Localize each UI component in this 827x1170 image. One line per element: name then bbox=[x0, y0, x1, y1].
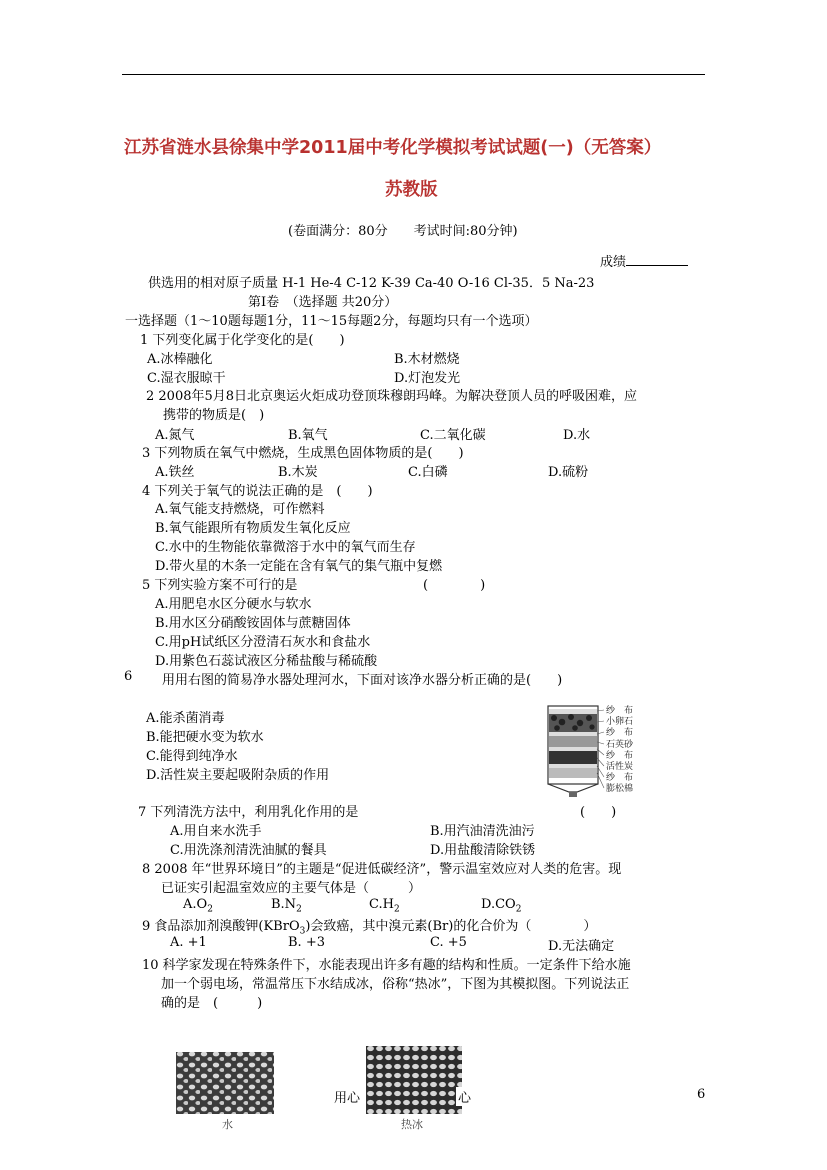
q1-option-a: A.冰棒融化 bbox=[147, 352, 213, 367]
header-rule bbox=[122, 74, 705, 75]
q9-option-b: B. +3 bbox=[288, 935, 325, 950]
purifier-label-1: 纱 布 bbox=[606, 706, 634, 716]
q10-stem-3: 确的是 ( ) bbox=[161, 996, 263, 1011]
q2-option-d: D.水 bbox=[563, 428, 591, 443]
q8-stem-2: 已证实引起温室效应的主要气体是（ ） bbox=[161, 881, 422, 896]
score-blank bbox=[626, 254, 688, 266]
score-field bbox=[600, 251, 688, 270]
q5-answer-paren: ( ) bbox=[423, 578, 486, 593]
q4-stem: 4 下列关于氧气的说法正确的是 ( ) bbox=[142, 484, 373, 499]
q8-option-b-text: B.N bbox=[271, 897, 297, 912]
q5-stem: 5 下列实验方案不可行的是 bbox=[142, 578, 298, 593]
q6-option-d: D.活性炭主要起吸附杂质的作用 bbox=[146, 768, 330, 783]
q7-option-c: C.用洗涤剂清洗油腻的餐具 bbox=[170, 843, 327, 858]
q5-option-c: C.用pH试纸区分澄清石灰水和食盐水 bbox=[155, 635, 371, 650]
score-label: 成绩 bbox=[600, 255, 627, 270]
q4-option-c: C.水中的生物能依靠微溶于水中的氧气而生存 bbox=[155, 540, 416, 555]
q7-option-d: D.用盐酸清除铁锈 bbox=[430, 843, 536, 858]
q4-option-a: A.氧气能支持燃烧，可作燃料 bbox=[155, 502, 325, 517]
q9-stem-tail: )会致癌，其中溴元素(Br)的化合价为（ ） bbox=[305, 919, 597, 934]
q7-answer-paren: ( ) bbox=[580, 805, 617, 820]
q8-option-a-text: A.O bbox=[183, 897, 208, 912]
q6-stem: 用用右图的简易净水器处理河水，下面对该净水器分析正确的是( ) bbox=[162, 673, 563, 688]
doc-subtitle: 苏教版 bbox=[385, 180, 438, 200]
q2-stem-2: 携带的物质是( ) bbox=[163, 408, 265, 423]
q9-option-c: C. +5 bbox=[430, 935, 467, 950]
q8-option-d-sub: 2 bbox=[515, 904, 522, 915]
q8-option-c-text: C.H bbox=[369, 897, 394, 912]
purifier-label-7: 纱 布 bbox=[606, 773, 634, 783]
purifier-label-8: 膨松棉 bbox=[606, 784, 634, 794]
q4-option-b: B.氧气能跟所有物质发生氧化反应 bbox=[155, 521, 351, 536]
q3-option-a: A.铁丝 bbox=[155, 465, 195, 480]
q8-option-b bbox=[271, 897, 302, 915]
purifier-label-5: 纱 布 bbox=[606, 751, 634, 761]
q8-option-b-sub: 2 bbox=[296, 904, 302, 915]
purifier-label-6: 活性炭 bbox=[606, 762, 634, 772]
q5-option-b: B.用水区分硝酸铵固体与蔗糖固体 bbox=[155, 616, 351, 631]
q10-stem-1: 10 科学家发现在特殊条件下，水能表现出许多有趣的结构和性质。一定条件下给水施 bbox=[142, 958, 631, 973]
q1-stem: 1 下列变化属于化学变化的是( ) bbox=[140, 333, 345, 348]
q9-option-d: D.无法确定 bbox=[548, 939, 615, 954]
q7-stem: 7 下列清洗方法中，利用乳化作用的是 bbox=[138, 805, 359, 820]
q3-option-d: D.硫粉 bbox=[548, 465, 589, 480]
q8-option-d-text: D.CO bbox=[481, 897, 516, 912]
q1-option-c: C.湿衣服晾干 bbox=[147, 371, 226, 386]
q2-option-a: A.氮气 bbox=[155, 428, 195, 443]
q3-option-b: B.木炭 bbox=[278, 465, 318, 480]
q2-option-c: C.二氧化碳 bbox=[420, 428, 486, 443]
q5-option-a: A.用肥皂水区分硬水与软水 bbox=[155, 597, 312, 612]
water-molecule-image bbox=[176, 1050, 276, 1130]
q7-option-a: A.用自来水洗手 bbox=[170, 824, 262, 839]
q2-stem-1: 2 2008年5月8日北京奥运火炬成功登顶珠穆朗玛峰。为解决登顶人员的呼吸困难，应 bbox=[146, 389, 638, 404]
atomic-mass-line: 供选用的相对原子质量 H-1 He-4 C-12 K-39 Ca-40 O-16 Cl-35．5 Na-23 bbox=[148, 276, 595, 291]
q3-option-c: C.白磷 bbox=[408, 465, 448, 480]
q4-option-d: D.带火星的木条一定能在含有氧气的集气瓶中复燃 bbox=[155, 559, 443, 574]
q10-stem-2: 加一个弱电场，常温常压下水结成冰，俗称“热冰”，下图为其模拟图。下列说法正 bbox=[161, 977, 630, 992]
q9-stem bbox=[142, 915, 596, 937]
q8-stem-1: 8 2008 年“世界环境日”的主题是“促进低碳经济”，警示温室效应对人类的危害。现 bbox=[142, 862, 622, 877]
q6-option-c: C.能得到纯净水 bbox=[146, 749, 238, 764]
q8-option-c-sub: 2 bbox=[393, 904, 400, 915]
q8-option-a-sub: 2 bbox=[207, 904, 213, 915]
q1-option-d: D.灯泡发光 bbox=[394, 371, 461, 386]
q9-option-a: A. +1 bbox=[170, 935, 207, 950]
q9-stem-text: 9 食品添加剂溴酸钾(KBrO bbox=[142, 919, 300, 934]
q5-option-d: D.用紫色石蕊试液区分稀盐酸与稀硫酸 bbox=[155, 654, 378, 669]
section-header: 一选择题（1～10题每题1分，11～15每题2分，每题均只有一个选项） bbox=[125, 314, 538, 329]
purifier-label-3: 纱 布 bbox=[606, 728, 634, 738]
footer-text: 用心 bbox=[332, 1087, 362, 1106]
q3-stem: 3 下列物质在氧气中燃烧，生成黑色固体物质的是( ) bbox=[142, 446, 464, 461]
exam-info: (卷面满分：80分 考试时间:80分钟) bbox=[288, 224, 518, 239]
page-number: 6 bbox=[697, 1087, 706, 1102]
footer-tail: 心 bbox=[456, 1087, 473, 1106]
purifier-label-2: 小卵石 bbox=[606, 717, 634, 727]
q7-option-b: B.用汽油清洗油污 bbox=[430, 824, 535, 839]
doc-title: 江苏省涟水县徐集中学2011届中考化学模拟考试试题(一)（无答案） bbox=[124, 138, 662, 158]
hot-ice-caption: 热冰 bbox=[401, 1118, 423, 1130]
q6-option-b: B.能把硬水变为软水 bbox=[146, 730, 264, 745]
hot-ice-image bbox=[366, 1044, 466, 1130]
water-purifier-figure bbox=[540, 700, 665, 800]
q8-option-d bbox=[481, 897, 521, 915]
q6-number: 6 bbox=[124, 669, 133, 684]
water-caption: 水 bbox=[222, 1118, 233, 1130]
volume-header: 第Ⅰ卷 （选择题 共20分） bbox=[248, 295, 398, 310]
q8-option-a bbox=[183, 897, 213, 915]
q2-option-b: B.氧气 bbox=[288, 428, 328, 443]
q8-option-c bbox=[369, 897, 400, 915]
q9-stem-sub: 3 bbox=[299, 926, 306, 937]
q1-option-b: B.木材燃烧 bbox=[394, 352, 460, 367]
q6-option-a: A.能杀菌消毒 bbox=[146, 711, 225, 726]
purifier-label-4: 石英砂 bbox=[606, 740, 634, 750]
